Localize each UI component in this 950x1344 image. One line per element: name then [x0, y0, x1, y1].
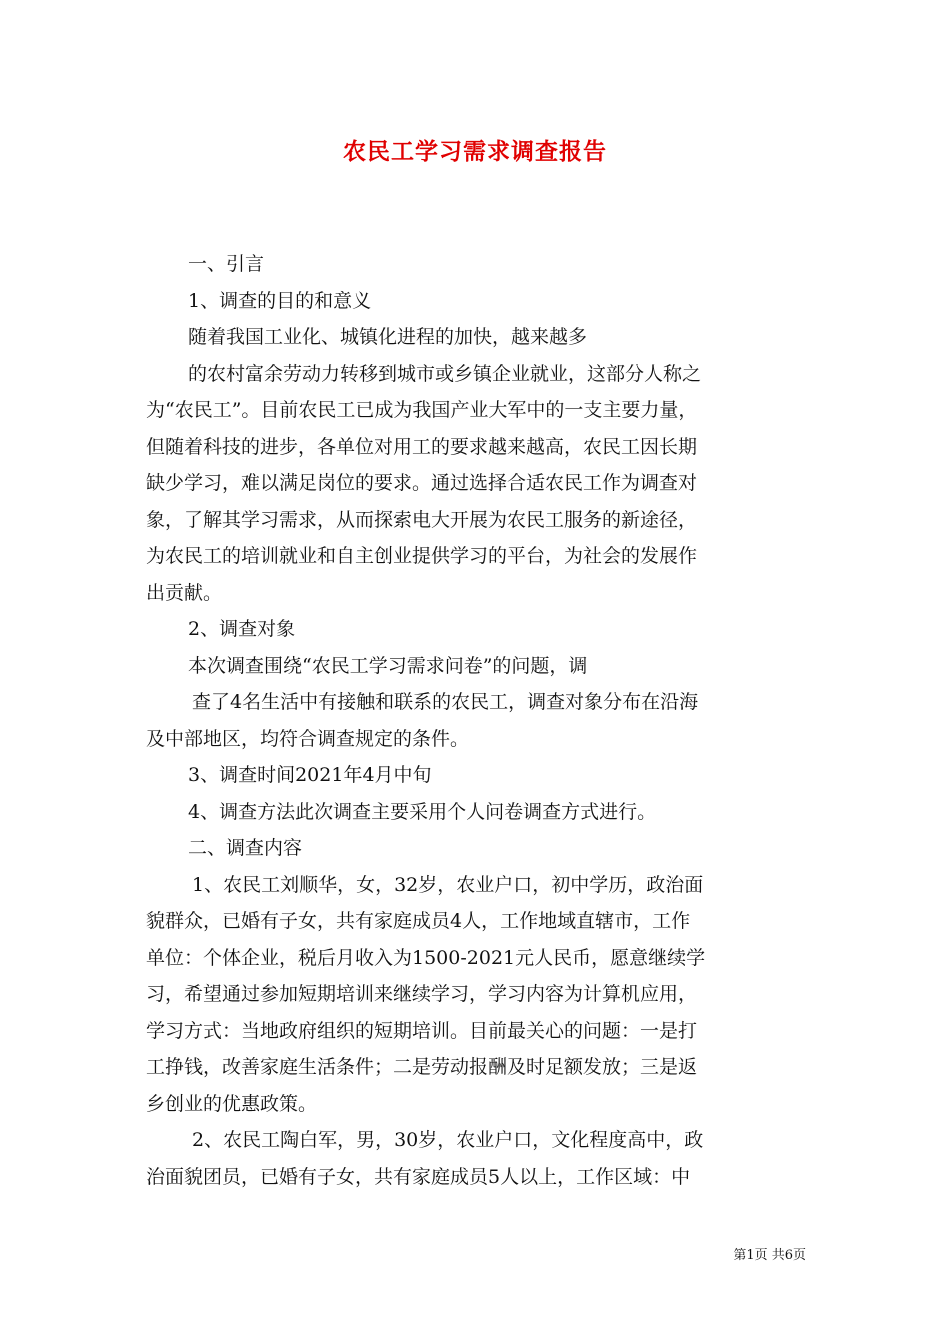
- paragraph-line: 象，了解其学习需求，从而探索电大开展为农民工服务的新途径，: [146, 508, 698, 531]
- paragraph-line: 查了4名生活中有接触和联系的农民工，调查对象分布在沿海: [192, 691, 699, 713]
- document-title: 农民工学习需求调查报告: [343, 138, 607, 165]
- subsection-heading: 4、调查方法此次调查主要采用个人问卷调查方式进行。: [188, 800, 657, 823]
- paragraph-line: 但随着科技的进步，各单位对用工的要求越来越高，农民工因长期: [146, 435, 698, 458]
- paragraph-line: 治面貌团员，已婚有子女，共有家庭成员5人以上，工作区域：中: [146, 1165, 691, 1188]
- paragraph-line: 貌群众，已婚有子女，共有家庭成员4人，工作地域直辖市，工作: [146, 910, 691, 932]
- paragraph-line: 习，希望通过参加短期培训来继续学习，学习内容为计算机应用，: [146, 983, 698, 1005]
- section-heading: 一、引言: [188, 253, 265, 275]
- paragraph-line: 2、农民工陶白军，男，30岁，农业户口，文化程度高中，政: [192, 1129, 704, 1151]
- paragraph-line: 为“农民工”。目前农民工已成为我国产业大军中的一支主要力量，: [146, 399, 698, 421]
- paragraph-line: 乡创业的优惠政策。: [146, 1092, 318, 1115]
- paragraph-line: 及中部地区，均符合调查规定的条件。: [146, 727, 470, 750]
- subsection-heading: 1、调查的目的和意义: [188, 289, 372, 312]
- subsection-heading: 3、调查时间2021年4月中旬: [188, 764, 432, 786]
- paragraph-line: 缺少学习，难以满足岗位的要求。通过选择合适农民工作为调查对: [146, 472, 698, 494]
- paragraph-line: 为农民工的培训就业和自主创业提供学习的平台，为社会的发展作: [146, 545, 698, 567]
- paragraph-line: 出贡献。: [146, 581, 223, 604]
- paragraph-line: 随着我国工业化、城镇化进程的加快，越来越多: [188, 326, 588, 348]
- page-number-footer: 第1页 共6页: [733, 1248, 806, 1263]
- section-heading: 二、调查内容: [188, 837, 303, 859]
- paragraph-line: 的农村富余劳动力转移到城市或乡镇企业就业，这部分人称之: [188, 362, 702, 385]
- paragraph-line: 单位：个体企业，税后月收入为1500-2021元人民币，愿意继续学: [146, 946, 706, 969]
- subsection-heading: 2、调查对象: [188, 618, 296, 640]
- paragraph-line: 学习方式：当地政府组织的短期培训。目前最关心的问题：一是打: [146, 1019, 698, 1042]
- paragraph-line: 本次调查围绕“农民工学习需求问卷”的问题，调: [188, 654, 588, 677]
- paragraph-line: 工挣钱，改善家庭生活条件；二是劳动报酬及时足额发放；三是返: [146, 1056, 698, 1078]
- paragraph-line: 1、农民工刘顺华，女，32岁，农业户口，初中学历，政治面: [192, 873, 704, 896]
- document-body: [146, 246, 806, 1195]
